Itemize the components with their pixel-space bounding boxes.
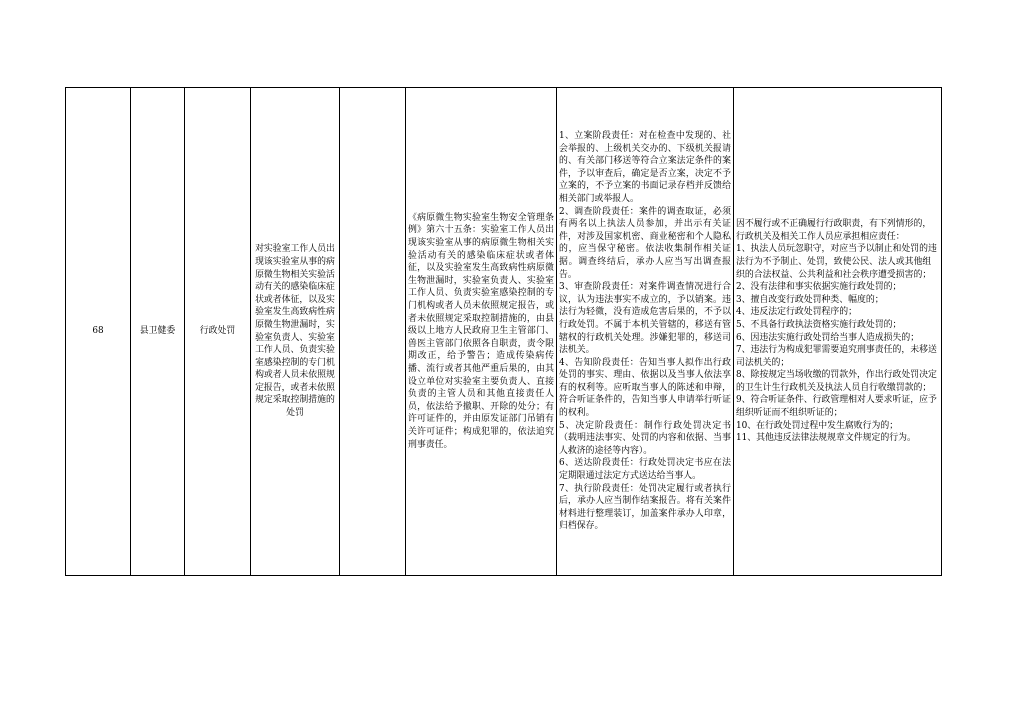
responsibility-item: 4、告知阶段责任：告知当事人拟作出行政处罚的事实、理由、依据以及当事人依法享有的权利等。应听取当事人的陈述和申辩，符合听证条件的，告知当事人申请举行听证的权利。: [559, 357, 731, 419]
power-category-cell: 行政处罚: [185, 88, 251, 576]
department-cell: 县卫健委: [131, 88, 185, 576]
accountability-item: 6、因违法实施行政处罚给当事人造成损失的；: [736, 332, 920, 343]
row-number: 68: [66, 88, 131, 576]
responsibility-cell: [557, 88, 734, 576]
accountability-item: 8、除按规定当场收缴的罚款外，作出行政处罚决定的卫生计生行政机关及执法人员自行收缴罚款的；: [736, 370, 937, 393]
legal-basis-cell: 《病原微生物实验室生物安全管理条例》第六十五条：实验室工作人员出现该实验室从事的病原微生物相关实验活动有关的感染临床症状或者体征，以及实验室发生高致病性病原微生物泄漏时，实验室负责人、实验室工作人员、负责实验室感染控制的专门机构或者人员未依照规定报告，或者未依照规定采取控制措施的，由县级以上地方人民政府卫生主管部门、兽医主管部门依照各自职责，责令限期改正，给予警告；造成传染病传播、流行或者其他严重后果的，由其设立单位对实验室主要负责人、直接负责的主管人员和其他直接责任人员，依法给予撤职、开除的处分；有许可证件的，并由原发证部门吊销有关许可证件；构成犯罪的，依法追究刑事责任。: [406, 88, 557, 576]
accountability-item: 9、符合听证条件、行政管理相对人要求听证，应予组织听证而不组织听证的；: [736, 395, 937, 419]
accountability-item: 7、违法行为构成犯罪需要追究刑事责任的，未移送司法机关的；: [736, 345, 937, 368]
sub-item-cell: [340, 88, 406, 576]
accountability-item: 2、没有法律和事实依据实施行政处罚的；: [736, 282, 902, 293]
responsibility-item: 7、执行阶段责任：处罚决定履行或者执行后，承办人应当制作结案报告。将有关案件材料进行整理装订，加盖案件承办人印章，归档保存。: [559, 483, 731, 532]
accountability-item: 4、违反法定行政处罚程序的；: [736, 307, 858, 318]
accountability-item: 10、在行政处罚过程中发生腐败行为的；: [736, 420, 899, 431]
table-row: [66, 88, 942, 576]
power-item-name-cell: 对实验室工作人员出现该实验室从事的病原微生物相关实验活动有关的感染临床症状或者体征，以及实验室发生高致病性病原微生物泄漏时，实验室负责人、实验室工作人员、负责实验室感染控制的专门机构或者人员未依照规定报告，或者未依照规定采取控制措施的处罚: [251, 88, 340, 576]
accountability-item: 5、不具备行政执法资格实施行政处罚的；: [736, 319, 902, 330]
responsibility-item: 3、审查阶段责任：对案件调查情况进行合议，认为违法事实不成立的，予以销案。违法行为轻微，没有造成危害后果的，不予以行政处罚。不属于本机关管辖的，移送有管辖权的行政机关处理。涉嫌犯罪的，移送司法机关。: [559, 282, 731, 356]
accountability-item: 1、执法人员玩忽职守，对应当予以制止和处罚的违法行为不予制止、处罚，致使公民、法人或其他组织的合法权益、公共利益和社会秩序遭受损害的；: [736, 244, 937, 280]
responsibility-item: 1、立案阶段责任：对在检查中发现的、社会举报的、上级机关交办的、下级机关报请的、有关部门移送等符合立案法定条件的案件，予以审查后，确定是否立案，决定不予立案的，不予立案的书面记录存档并反馈给相关部门或举报人。: [559, 131, 731, 204]
power-list-table: [65, 87, 942, 576]
responsibility-item: 5、决定阶段责任：制作行政处罚决定书（载明违法事实、处罚的内容和依据、当事人救济的途径等内容）。: [559, 420, 731, 456]
accountability-item: 11、其他违反法律法规规章文件规定的行为。: [736, 433, 916, 444]
responsibility-item: 2、调查阶段责任：案件的调查取证，必须有两名以上执法人员参加，并出示有关证件，对涉及国家机密、商业秘密和个人隐私的，应当保守秘密。依法收集制作相关证据。调查终结后，承办人应当写出调查报告。: [559, 206, 731, 280]
accountability-item: 因不履行或不正确履行行政职责，有下列情形的，行政机关及相关工作人员应承担相应责任：: [736, 219, 932, 242]
accountability-item: 3、擅自改变行政处罚种类、幅度的；: [736, 294, 884, 305]
accountability-cell: [734, 88, 942, 576]
responsibility-item: 6、送达阶段责任：行政处罚决定书应在法定期限通过法定方式送达给当事人。: [559, 458, 731, 482]
